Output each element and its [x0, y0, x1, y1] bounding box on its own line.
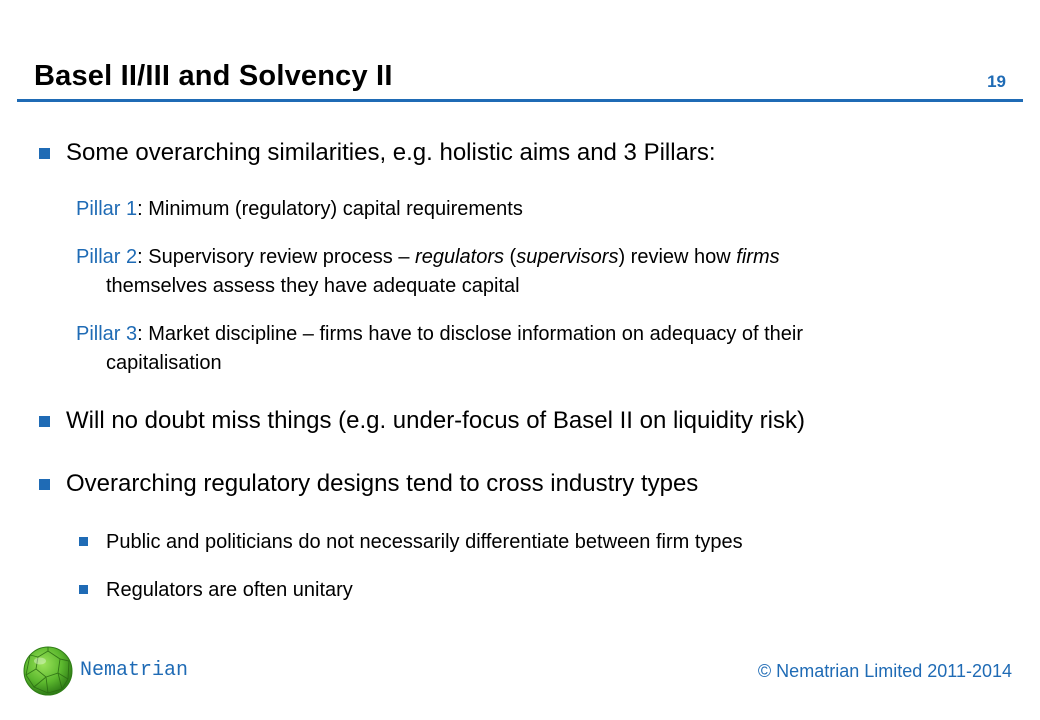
pillar-sep: : — [137, 198, 149, 220]
sub-bullet-text: Regulators are often unitary — [106, 579, 353, 601]
pillar-italic-firms: firms — [736, 246, 780, 268]
pillar-sep: : — [137, 323, 149, 345]
square-bullet-icon — [39, 148, 50, 159]
square-bullet-icon — [39, 479, 50, 490]
bullet-text: Some overarching similarities, e.g. holistic aims and 3 Pillars: — [66, 139, 716, 166]
pillar-text-2: ( — [503, 246, 517, 268]
footer-copyright: © Nematrian Limited 2011-2014 — [757, 661, 1012, 681]
footer-brand: Nematrian — [80, 659, 189, 682]
pillar-sep: : — [137, 246, 149, 268]
pillar-continuation: capitalisation — [106, 352, 222, 374]
pillar-text: Market discipline – firms have to disclose information on adequacy of their — [148, 323, 804, 345]
pillar-italic-regulators: regulators — [415, 246, 504, 268]
square-bullet-icon — [79, 585, 88, 594]
pillar-text-3: ) review how — [618, 246, 737, 268]
page-number: 19 — [987, 72, 1006, 91]
bullet-miss-things — [66, 406, 805, 436]
square-bullet-icon — [39, 416, 50, 427]
pillar-text: Supervisory review process – — [148, 246, 416, 268]
pillar-label: Pillar 2 — [76, 246, 138, 268]
bullet-text: Overarching regulatory designs tend to cross industry types — [66, 470, 699, 497]
geodesic-sphere-logo-icon — [22, 645, 74, 697]
bullet-cross-industry — [66, 469, 698, 499]
pillar-3 — [76, 320, 976, 378]
sub-bullet-text: Public and politicians do not necessarily differentiate between firm types — [106, 531, 743, 553]
pillar-2 — [76, 243, 976, 301]
pillar-1 — [76, 195, 976, 224]
title-divider — [17, 99, 1023, 102]
pillar-label: Pillar 1 — [76, 198, 138, 220]
square-bullet-icon — [79, 537, 88, 546]
slide-title: Basel II/III and Solvency II — [34, 60, 393, 92]
pillar-italic-supervisors: supervisors — [516, 246, 619, 268]
bullet-text: Will no doubt miss things (e.g. under-focus of Basel II on liquidity risk) — [66, 407, 805, 434]
pillar-label: Pillar 3 — [76, 323, 138, 345]
sub-bullet-regulators — [106, 576, 353, 604]
pillar-continuation: themselves assess they have adequate capital — [106, 275, 520, 297]
bullet-similarities — [66, 138, 716, 168]
pillar-text: Minimum (regulatory) capital requirements — [148, 198, 523, 220]
sub-bullet-public — [106, 528, 743, 556]
